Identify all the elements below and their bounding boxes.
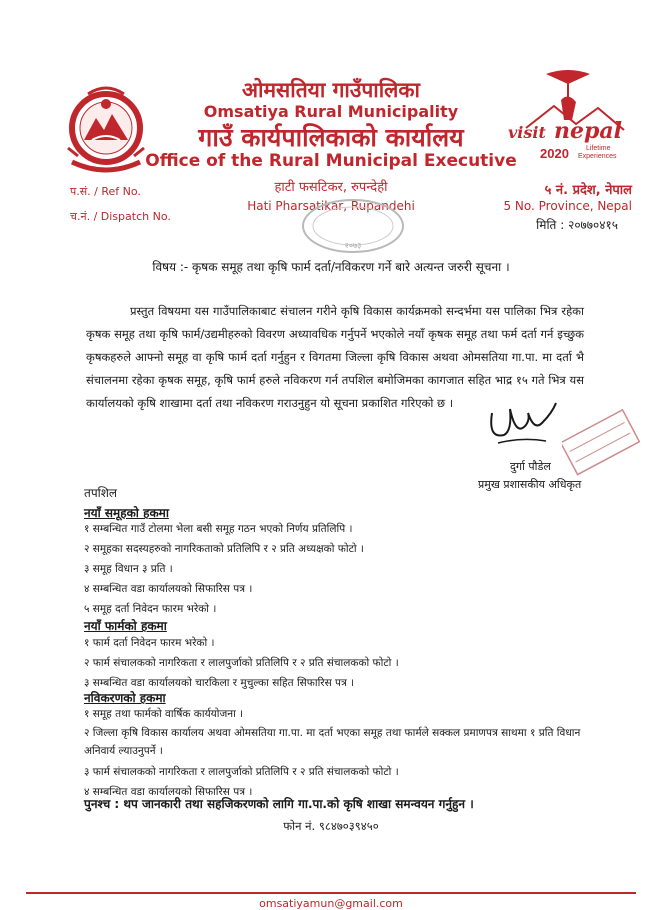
office-name-np: गाउँ कार्यपालिकाको कार्यालय	[198, 123, 464, 152]
org-name-en: Omsatiya Rural Municipality	[203, 102, 459, 121]
list-item: १ समूह तथा फार्मको वार्षिक कार्ययोजना ।	[84, 708, 244, 720]
section-title-new-farm: नयाँ फार्मको हकमा	[84, 619, 167, 633]
visit-word: visit	[508, 123, 546, 142]
list-item: ३ समूह विधान ३ प्रति ।	[84, 563, 173, 575]
visit-nepal-logo	[506, 68, 628, 168]
section-list-renewal	[84, 704, 604, 802]
date-line	[536, 216, 618, 233]
section-title-renewal: नविकरणको हकमा	[84, 691, 166, 705]
notice-body: प्रस्तुत विषयमा यस गाउँपालिकाबाट संचालन गरीने कृषि विकास कार्यक्रमको सन्दर्भमा यस पालिका भित्र रहेका कृषक समूह तथा कृषि फार्म/उद्यमीहरुको विवरण अध्यावधिक गर्नुपर्ने भएकोले नयाँ कृषक समूह तथा फर्म दर्ता गर्न इच्छुक कृषकहरुले आफ्नो समूह वा कृषि फार्म दर्ता गर्नुहुन र विगतमा जिल्ला कृषि विकास अथवा ओमसतिया गा.पा. मा दर्ता भै संचालनमा रहेका कृषक समूह, कृषि फार्म हरुले नविकरण गर्न तपशिल बमोजिमका कागजात सहित भाद्र १५ गते भित्र यस कार्यालयको कृषि शाखामा दर्ता तथा नविकरण गराउनुहुन यो सूचना प्रकाशित गरिएको छ ।	[86, 304, 584, 410]
address-en: Hati Pharsatikar, Rupandehi	[247, 199, 415, 213]
list-item: २ जिल्ला कृषि विकास कार्यालय अथवा ओमसतिया गा.पा. मा दर्ता भएका समूह तथा फार्मले सक्कल प्रमाणपत्र साथमा १ प्रति विधान अनिवार्य ल्याउनुपर्ने ।	[84, 727, 581, 757]
signature-scribble	[482, 395, 562, 455]
date-label: मिति :	[536, 218, 565, 232]
section-list-new-farm	[84, 633, 604, 693]
nepal-word: nepal	[554, 118, 622, 144]
visit-year: 2020	[540, 146, 569, 161]
schedule-title: तपशिल	[84, 486, 118, 500]
visit-tagline-2: Experiences	[578, 153, 617, 160]
signatory-name: दुर्गा पौडेल	[510, 460, 551, 473]
phone-number: फोन नं. ९८४७०३९४५०	[283, 819, 379, 833]
address-np: हाटी फसटिकर, रुपन्देही	[274, 180, 388, 195]
list-item: १ फार्म दर्ता निवेदन फारम भरेको ।	[84, 637, 215, 649]
officer-stamp	[562, 404, 640, 484]
list-item: ४ सम्बन्धित वडा कार्यालयको सिफारिस पत्र ।	[84, 786, 253, 798]
list-item: ३ सम्बन्धित वडा कार्यालयको चारकिला र मुचुल्का सहित सिफारिस पत्र ।	[84, 677, 355, 689]
date-value: २०७७०४१५	[568, 218, 618, 232]
list-item: ३ फार्म संचालकको नागरिकता र लालपुर्जाको प्रतिलिपि र २ प्रति संचालकको फोटो ।	[84, 766, 399, 778]
section-title-new-group: नयाँ समूहको हकमा	[84, 506, 169, 520]
footer-email: omsatiyamun@gmail.com	[259, 897, 403, 910]
list-item: २ फार्म संचालकको नागरिकता र लालपुर्जाको प्रतिलिपि र २ प्रति संचालकको फोटो ।	[84, 657, 399, 669]
list-item: ५ समूह दर्ता निवेदन फारम भरेको ।	[84, 603, 217, 615]
ref-no-label: प.सं. / Ref No.	[70, 185, 141, 198]
province-en: 5 No. Province, Nepal	[503, 199, 632, 213]
office-name-en: Office of the Rural Municipal Executive	[145, 151, 517, 171]
list-item: १ सम्बन्धित गाउँ टोलमा भेला बसी समूह गठन भएको निर्णय प्रतिलिपि ।	[84, 523, 353, 535]
section-list-new-group	[84, 519, 604, 619]
org-name-np: ओमसतिया गाउँपालिका	[242, 78, 420, 102]
signatory-title: प्रमुख प्रशासकीय अधिकृत	[478, 478, 582, 491]
province-np: ५ नं. प्रदेश, नेपाल	[544, 183, 632, 198]
list-item: २ समूहका सदस्यहरुको नागरिकताको प्रतिलिपि र २ प्रति अध्यक्षको फोटो ।	[84, 543, 364, 555]
footer-divider	[26, 892, 636, 894]
visit-tagline-1: Lifetime	[586, 145, 611, 152]
municipal-stamp	[298, 196, 408, 256]
subject-line: विषय :- कृषक समूह तथा कृषि फार्म दर्ता/नविकरण गर्ने बारे अत्यन्त जरुरी सूचना ।	[152, 260, 510, 274]
postscript: पुनश्च : थप जानकारी तथा सहजिकरणको लागि गा.पा.को कृषि शाखा समन्वयन गर्नुहुन ।	[84, 797, 474, 811]
stamp-year: २०७३	[344, 241, 362, 250]
dispatch-no-label: च.नं. / Dispatch No.	[70, 210, 171, 223]
list-item: ४ सम्बन्धित वडा कार्यालयको सिफारिस पत्र ।	[84, 583, 253, 595]
